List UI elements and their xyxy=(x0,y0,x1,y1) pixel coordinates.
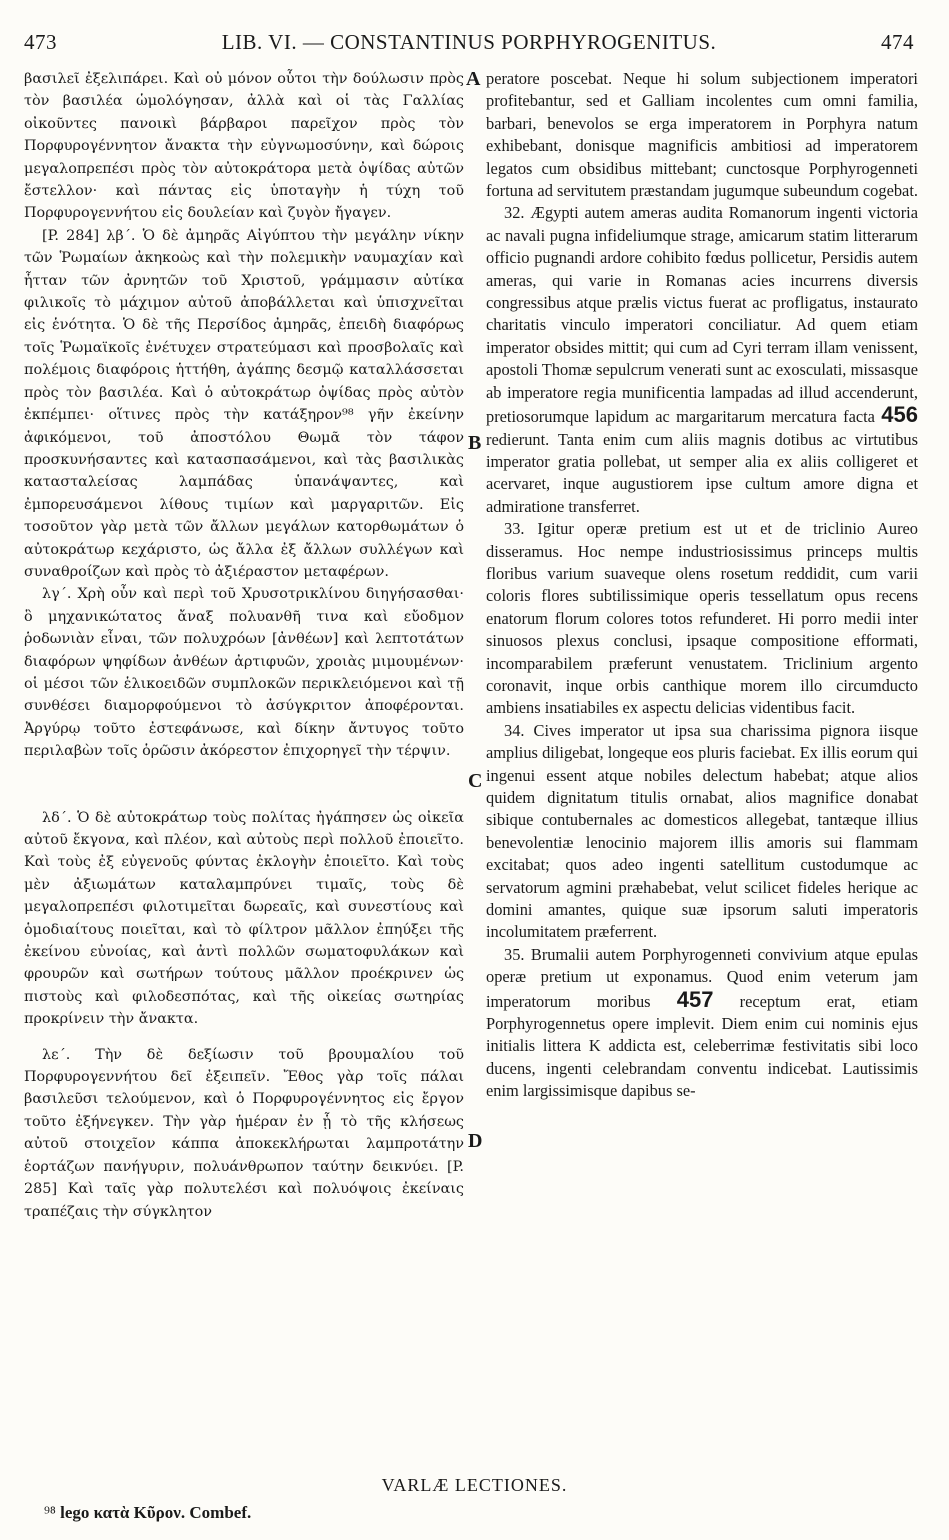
latin-text: redierunt. Tanta enim cum aliis magnis dotibus ac virtutibus imperator gratia pollebat, ut semper alia ex aliis colligeret et acervaret, inque augustiorem ipse cultum amore digna et admiratione transferret. xyxy=(486,429,918,516)
greek-column xyxy=(24,68,464,1223)
page-number-left: 473 xyxy=(24,30,57,54)
footnote xyxy=(44,1503,251,1523)
latin-column xyxy=(486,68,918,1103)
running-title: LIB. VI. — CONSTANTINUS PORPHYROGENITUS. xyxy=(221,30,717,54)
latin-text: 32. Ægypti autem ameras audita Romanorum ingenti victoria ac navali pugna infideliumque strage, amicarum statim litterarum officio pugnandi ardore cohibito fœdus pollicetur, Persidis autem ameras, qui varie in Romanas acies incurrens diversis congressibus atque prælis victus fuerat ac profligatus, instaurato charitatis vinculo imperatori conciliatur. Ad quem etiam imperator obsides mittit; qui cum ad Cyri terram illam venissent, apostoli Thomæ sepulcrum venerati sunt ac exosculati, missasque ab imperatore regia munificentia lampadas ad illud accenderunt, pretiosorumque lapidum ac margaritarum mercatura facta xyxy=(486,203,918,427)
footnote-text: lego κατὰ Κῦρον. Combef. xyxy=(60,1503,252,1522)
latin-paragraph: peratore poscebat. Neque hi solum subjectionem imperatori profitebantur, sed et Galliam incolentes cum omni familia, barbari, benevolos se erga imperatorem in Porphyra natum exhibebant, donisque magnificis ambitiosi ad imperatorem legatos cum obsidibus mittebant; cunctosque Porphyrogenneti fortuna ad servitutem præstandam jugumque subeundum cogebat. xyxy=(486,69,918,201)
latin-paragraph: 34. Cives imperator ut ipsa sua charissima pignora iisque amplius diligebat, longeque eos pluris faciebat. Ex illis eorum qui ingenui essent atque nobiles delectum habebat; atque alios quidem dignitatum titulis ornabat, alios magnifice donabat sibique contubernales ac domesticos allegebat, tantæque illius benevolentiæ lenocinio majorem illis amoris sui flammam excitabat; quos adeo ingenti satellitum custodumque ac servatorum agmini præhabebat, velut scilicet fideles herique ac domini amantes, quique suæ ipsorum saluti imperatoris incolumitatem præferrent. xyxy=(486,720,918,942)
latin-paragraph: 33. Igitur operæ pretium est ut et de triclinio Aureo disseramus. Hoc nempe industriosissimus princeps multis floribus varium suaveque olens rosetum reddidit, cum varii coloris flores subtilissimique operis tessellatum opus recens enatorum florum colores totos refunderet. Hi porro medii inter sinuosos plexus conclusi, ipsaque compositione efformati, incomparabilem præferunt venustatem. Triclinium argento coronavit, inque orbis canthique morem illo circumducto ambiens insatiabiles ex aspectu delicias videntibus facit. xyxy=(486,519,918,718)
variant-readings-heading: VARLÆ LECTIONES. xyxy=(381,1475,568,1495)
footnote-marker: ⁹⁸ xyxy=(44,1503,56,1522)
latin-paragraph xyxy=(486,202,918,518)
sidenote-number: 456 xyxy=(881,402,918,428)
margin-marker-b: B xyxy=(468,432,482,454)
latin-text: receptum erat, etiam Porphyrogennetus opere implevit. Diem enim cui nominis ejus initialis littera K addicta est, celeberrimæ festivitatis sibi loco ducens, ingenti celebrandam conventu indicebat. Lautissimis enim largissimisque dapibus se- xyxy=(486,991,918,1101)
blank-space xyxy=(24,763,464,807)
page-number-right: 474 xyxy=(881,30,914,54)
margin-marker-d: D xyxy=(468,1130,483,1152)
sidenote-number: 457 xyxy=(676,986,714,1012)
margin-marker-a: A xyxy=(466,68,481,90)
latin-paragraph xyxy=(486,944,918,1103)
greek-paragraph: λγ΄. Χρὴ οὖν καὶ περὶ τοῦ Χρυσοτρικλίνου διηγήσασθαι· ὃ μηχανικώτατος ἄναξ πολυανθῆ τινα καὶ εὔοδμον ῥοδωνιὰν εἶναι, τῶν πολυχρόων [ἀνθέων] καὶ λεπτοτάτων διαφόρων ψηφίδων ἀνθέων ἀρτιφυῶν, χροιὰς μιμουμένων· οἱ μέσοι τῶν ἑλικοειδῶν συμπλοκῶν περικλειόμενοι καὶ τῇ συνθέσει διαμορφούμενοι τὸ ἀσύγκριτον ἀποφέρονται. Ἀργύρῳ τοῦτο ἐστεφάνωσε, καὶ δίκην ἄντυγος τοῦτο περιλαβὼν τοῖς ὁρῶσιν ἀκόρεστον ἐπιχορηγεῖ τὴν τέρψιν. xyxy=(24,586,464,760)
blank-space xyxy=(24,1031,464,1044)
running-header xyxy=(24,30,914,60)
margin-marker-c: C xyxy=(468,770,483,792)
greek-paragraph: λε΄. Τὴν δὲ δεξίωσιν τοῦ βρουμαλίου τοῦ Πορφυρογεννήτου δεῖ ἐξειπεῖν. Ἔθος γὰρ τοῖς πάλαι βασιλεῦσι τελούμενον, καὶ ὁ Πορφυρογέννητος εἰς ἔργον τοῦτο ἐξήνεγκεν. Τὴν γὰρ ἡμέραν ἐν ᾗ τὸ τῆς κλήσεως αὐτοῦ στοιχεῖον κάππα ἀποκεκλήρωται λαμπροτάτην ἑορτάζων πανήγυριν, πολυάνθρωπον ταύτην δεικνύει. [P. 285] Καὶ ταῖς γὰρ πολυτελέσι καὶ πολυόψοις ἐκείναις τραπέζαις τὴν σύγκλητον xyxy=(24,1046,464,1220)
greek-paragraph: λδ΄. Ὁ δὲ αὐτοκράτωρ τοὺς πολίτας ἠγάπησεν ὡς οἰκεῖα αὐτοῦ ἔκγονα, καὶ πλέον, καὶ αὐτοὺς περὶ πολλοῦ ἐποιεῖτο. Καὶ τοὺς ἐξ εὐγενοῦς φύντας ἐκλογὴν ἐποιεῖτο. Καὶ τοὺς μὲν ἀξιωμάτων καταλαμπρύνει τιμαῖς, τοὺς δὲ μεγαλοπρεπέσι φιλοτιμεῖται δωρεαῖς, καὶ συνεστίους καὶ ὁμοδιαίτους ποιεῖται, καὶ τὸ φίλτρον μᾶλλον ἐπηύξει τῆς ἐκείνου εὐνοίας, καὶ ἀντὶ πολλῶν σωματοφυλάκων καὶ φρουρῶν καὶ σωτήρων τούτους μᾶλλον προέκρινεν ὡς πιστοὺς καὶ φιλοδεσπότας, καὶ τῆς οἰκείας σωτηρίας προκρίνειν τὴν ἄνακτα. xyxy=(24,809,464,1028)
greek-paragraph: βασιλεῖ ἐξελιπάρει. Καὶ οὐ μόνον οὗτοι τὴν δούλωσιν πρὸς τὸν βασιλέα ὡμολόγησαν, ἀλλὰ καὶ οἱ τὰς Γαλλίας οἰκοῦντες πανοικὶ βάρβαροι παρεῖχον πρὸς τὸν Πορφυρογέννητον ἄνακτα τὴν εὐγνωμοσύνην, καὶ δώροις μεγαλοπρεπέσι πρὸς τὸν αὐτοκράτορα μετὰ ὀψίδας αὐτῶν ἔστελλον· καὶ πάντας εἰς ὑποταγὴν ἡ τύχη τοῦ Πορφυρογεννήτου εἰς δουλείαν καὶ ζυγὸν ἤγαγεν. xyxy=(24,71,464,222)
latin-text: 35. Brumalii autem Porphyrogenneti convivium atque epulas operæ pretium ut exponamus. Quod enim veterum jam imperatorum moribus xyxy=(486,944,918,1011)
greek-paragraph: [P. 284] λβ΄. Ὁ δὲ ἀμηρᾶς Αἰγύπτου τὴν μεγάλην νίκην τῶν Ῥωμαίων ἀκηκοὼς καὶ τὴν πολεμικὴν ναυμαχίαν καὶ ἧτταν τῶν ἀρνητῶν τοῦ Χριστοῦ, γράμμασιν αὐτίκα φιλικοῖς τὸ μάχιμον αὐτοῦ ἀποβάλλεται καὶ ὑπισχνεῖται εἰς ἑνότητα. Ὁ δὲ τῆς Περσίδος ἀμηρᾶς, ἐπειδὴ διαφόρως τοῖς Ῥωμαϊκοῖς ἐνέτυχεν στρατεύμασι καὶ προσβολαῖς καὶ πολέμοις διαφόροις ἡττήθη, ἀγάπης δεσμῷ καταλλάσσεται πρὸς τὸν βασιλέα. Καὶ ὁ αὐτοκράτωρ ὀψίδας πρὸς αὐτὸν ἐκπέμπει· οἵτινες πρὸς τὴν κατάξηρον⁹⁸ γῆν ἐκείνην ἀφικόμενοι, τοῦ ἀποστόλου Θωμᾶ τὸν τάφον προσκυνήσαντες καὶ κατασπασάμενοι, καὶ τὰς βασιλικὰς κατασταλείσας λαμπάδας ὑπανάψαντες, καὶ ἐμπορευσάμενοι λίθους τιμίων καὶ μαργαριτῶν. Εἰς τοσοῦτον γὰρ μετὰ τῶν ἄλλων μεγάλων κατορθωμάτων ὁ αὐτοκράτωρ κεχάριστο, ὡς ἄλλα ἐξ ἄλλων συλλέγων καὶ συναθροίζων καὶ πρὸς τὸ ἀξιέραστον μεταφέρων. xyxy=(24,227,464,580)
